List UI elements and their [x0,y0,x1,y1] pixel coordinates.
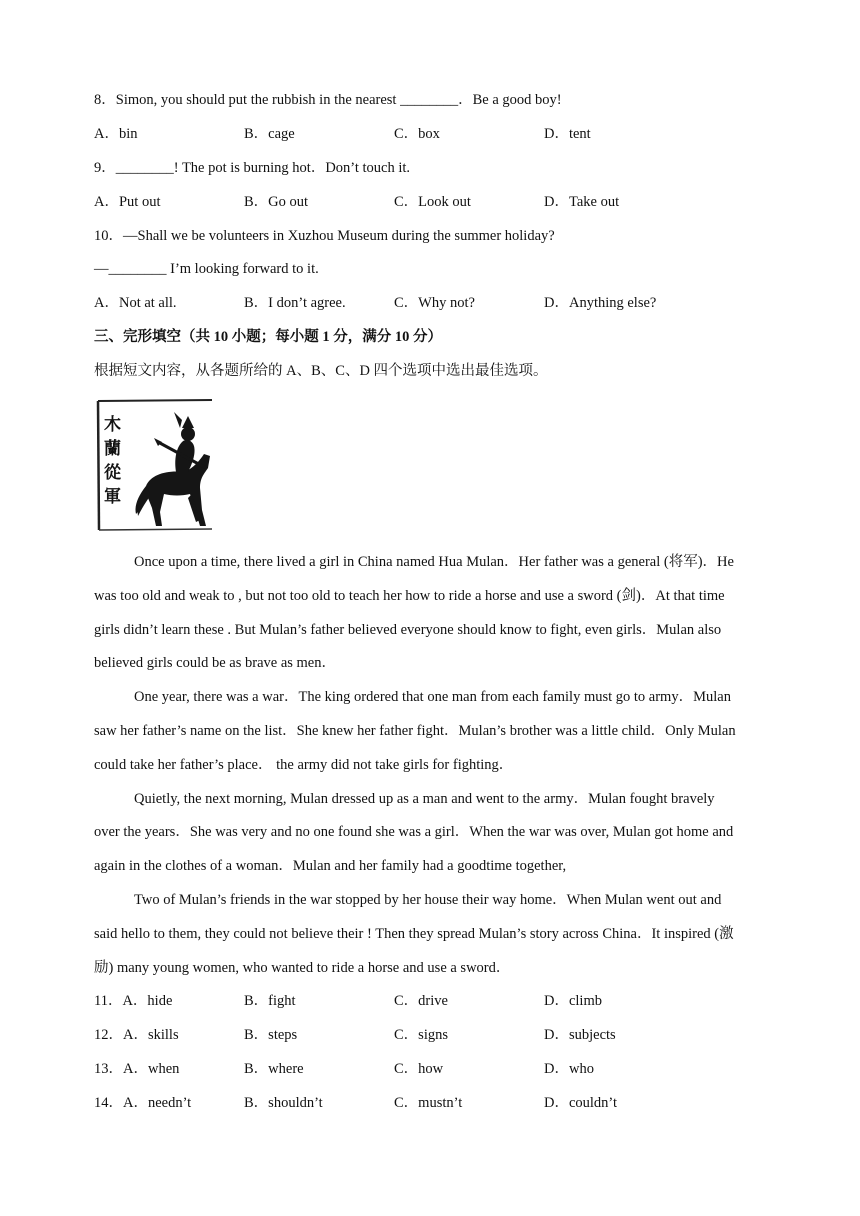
q12-option-d: D．subjects [544,1027,616,1043]
section-title: 三、完形填空（共 10 小题；每小题 1 分，满分 10 分） [94,329,442,345]
q14-option-a: 14．A．needn’t [94,1095,192,1111]
question-8-stem: 8．Simon, you should put the rubbish in the nearest ________．Be a good boy! [94,92,562,108]
passage-line-12: said hello to them, they could not believe their ! Then they spread Mulan’s story across China．It inspired (激 [94,926,734,942]
q11-option-a: 11．A．hide [94,993,173,1009]
question-10-stem: 10．—Shall we be volunteers in Xuzhou Museum during the summer holiday? [94,228,555,244]
mulan-illustration [96,398,214,532]
q13-option-c: C．how [394,1061,444,1077]
q9-option-c: C．Look out [394,194,471,210]
q11-option-c: C．drive [394,993,448,1009]
q14-option-d: D．couldn’t [544,1095,618,1111]
passage-line-13: 励) many young women, who wanted to ride a horse and use a sword． [94,960,511,976]
q10-option-a: A．Not at all. [94,295,177,311]
passage-line-7: could take her father’s place． the army did not take girls for fighting． [94,757,514,773]
passage-line-1: Once upon a time, there lived a girl in China named Hua Mulan．Her father was a general (将军)．He [134,554,734,570]
q12-option-c: C．signs [394,1027,448,1043]
q12-option-a: 12．A．skills [94,1027,179,1043]
passage-line-10: again in the clothes of a woman．Mulan and her family had a goodtime together, [94,858,567,874]
q13-option-b: B．where [244,1061,304,1077]
q12-option-b: B．steps [244,1027,298,1043]
passage-line-3: girls didn’t learn these . But Mulan’s father believed everyone should know to fight, even girls．Mulan also [94,622,722,638]
svg-text:軍: 軍 [104,487,121,507]
q9-option-d: D．Take out [544,194,620,210]
passage-line-9: over the years．She was very and no one found she was a girl．When the war was over, Mulan got home and [94,824,734,840]
question-10-reply: —________ I’m looking forward to it. [94,261,319,277]
q13-option-a: 13．A．when [94,1061,180,1077]
q8-option-b: B．cage [244,126,295,142]
svg-text:木: 木 [104,415,121,435]
q10-option-c: C．Why not? [394,295,475,311]
passage-line-11: Two of Mulan’s friends in the war stopped by her house their way home．When Mulan went out and [134,892,722,908]
q8-option-a: A．bin [94,126,138,142]
q13-option-d: D．who [544,1061,594,1077]
q10-option-d: D．Anything else? [544,295,657,311]
q11-option-d: D．climb [544,993,602,1009]
q11-option-b: B．fight [244,993,296,1009]
passage-line-2: was too old and weak to , but not too old to teach her how to ride a horse and use a sword (剑)．At that time [94,588,725,604]
q8-option-c: C．box [394,126,440,142]
section-instruction: 根据短文内容，从各题所给的 A、B、C、D 四个选项中选出最佳选项。 [94,363,548,379]
svg-text:蘭: 蘭 [104,439,121,459]
mulan-horse-image [96,398,214,532]
q9-option-a: A．Put out [94,194,161,210]
q10-option-b: B．I don’t agree. [244,295,346,311]
q14-option-b: B．shouldn’t [244,1095,323,1111]
q8-option-d: D．tent [544,126,591,142]
passage-line-5: One year, there was a war．The king ordered that one man from each family must go to army．Mulan [134,689,731,705]
passage-line-4: believed girls could be as brave as men． [94,655,336,671]
passage-line-6: saw her father’s name on the list．She knew her father fight．Mulan’s brother was a little child．Only Mulan [94,723,736,739]
question-9-stem: 9．________! The pot is burning hot．Don’t touch it. [94,160,411,176]
q14-option-c: C．mustn’t [394,1095,463,1111]
passage-line-8: Quietly, the next morning, Mulan dressed up as a man and went to the army．Mulan fought bravely [134,791,715,807]
q9-option-b: B．Go out [244,194,309,210]
svg-text:從: 從 [104,463,121,483]
